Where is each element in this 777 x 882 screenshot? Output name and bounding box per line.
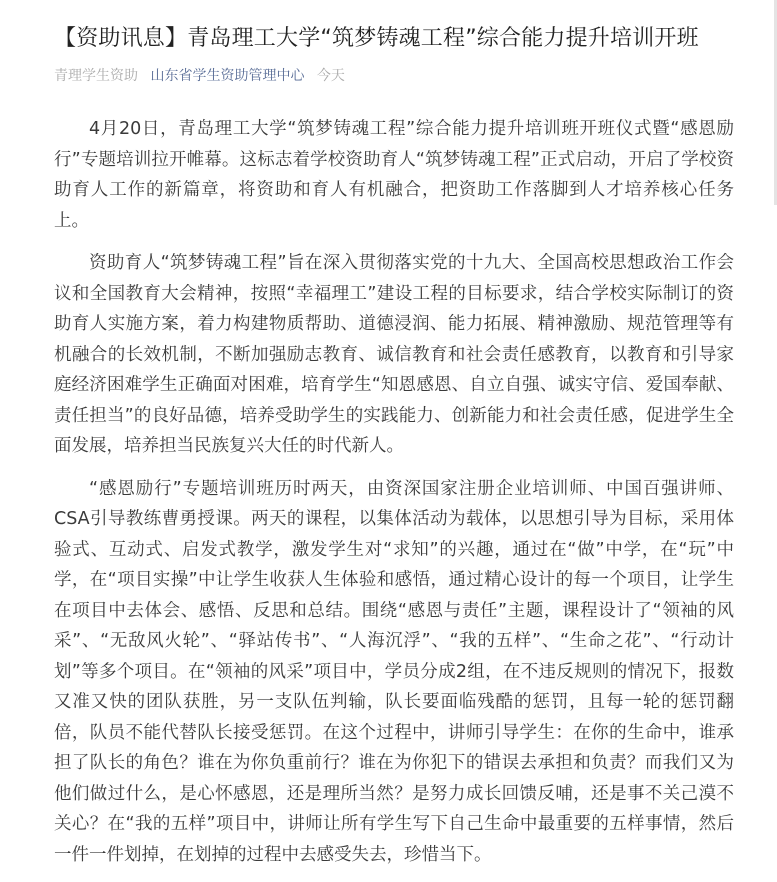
paragraph: 资助育人“筑梦铸魂工程”旨在深入贯彻落实党的十九大、全国高校思想政治工作会议和全国教育大会精神，按照“幸福理工”建设工程的目标要求，结合学校实际制订的资助育人实施方案，着力构建物质帮助、道德浸润、能力拓展、精神激励、规范管理等有机融合的长效机制，不断加强励志教育、诚信教育和社会责任感教育，以教育和引导家庭经济困难学生正确面对困难，培育学生“知恩感恩、自立自强、诚实守信、爱国奉献、责任担当”的良好品德，培养受助学生的实践能力、创新能力和社会责任感，促进学生全面发展，培养担当民族复兴大任的时代新人。 [54,253,734,456]
paragraph: 4月20日，青岛理工大学“筑梦铸魂工程”综合能力提升培训班开班仪式暨“感恩励行”专题培训拉开帷幕。这标志着学校资助育人“筑梦铸魂工程”正式启动，开启了学校资助育人工作的新篇章，将资助和育人有机融合，把资助工作落脚到人才培养核心任务上。 [54,119,734,231]
paragraph: “感恩励行”专题培训班历时两天，由资深国家注册企业培训师、中国百强讲师、CSA引导教练曹勇授课。两天的课程，以集体活动为载体，以思想引导为目标，采用体验式、互动式、启发式教学，激发学生对“求知”的兴趣，通过在“做”中学，在“玩”中学，在“项目实操”中让学生收获人生体验和感悟，通过精心设计的每一个项目，让学生在项目中去体会、感悟、反思和总结。围绕“感恩与责任”主题，课程设计了“领袖的风采”、“无敌风火轮”、“驿站传书”、“人海沉浮”、“我的五样”、“生命之花”、“行动计划”等多个项目。在“领袖的风采”项目中，学员分成2组，在不违反规则的情况下，报数又准又快的团队获胜，另一支队伍判输，队长要面临残酷的惩罚，且每一轮的惩罚翻倍，队员不能代替队长接受惩罚。在这个过程中，讲师引导学生：在你的生命中，谁承担了队长的角色？谁在为你负重前行？谁在为你犯下的错误去承担和负责？而我们又为他们做过什么，是心怀感恩，还是理所当然？是努力成长回馈反哺，还是事不关己漠不关心？在“我的五样”项目中，讲师让所有学生写下自己生命中最重要的五样事情，然后一件一件划掉，在划掉的过程中去感受失去，珍惜当下。 [54,478,734,865]
article-title: 【资助讯息】青岛理工大学“筑梦铸魂工程”综合能力提升培训开班 [54,26,699,51]
article-meta [54,66,734,86]
publish-date: 今天 [316,68,345,84]
article-content [54,114,734,870]
account-name-link[interactable]: 山东省学生资助管理中心 [150,68,305,84]
article-author: 青理学生资助 [54,68,138,84]
article [54,0,734,882]
